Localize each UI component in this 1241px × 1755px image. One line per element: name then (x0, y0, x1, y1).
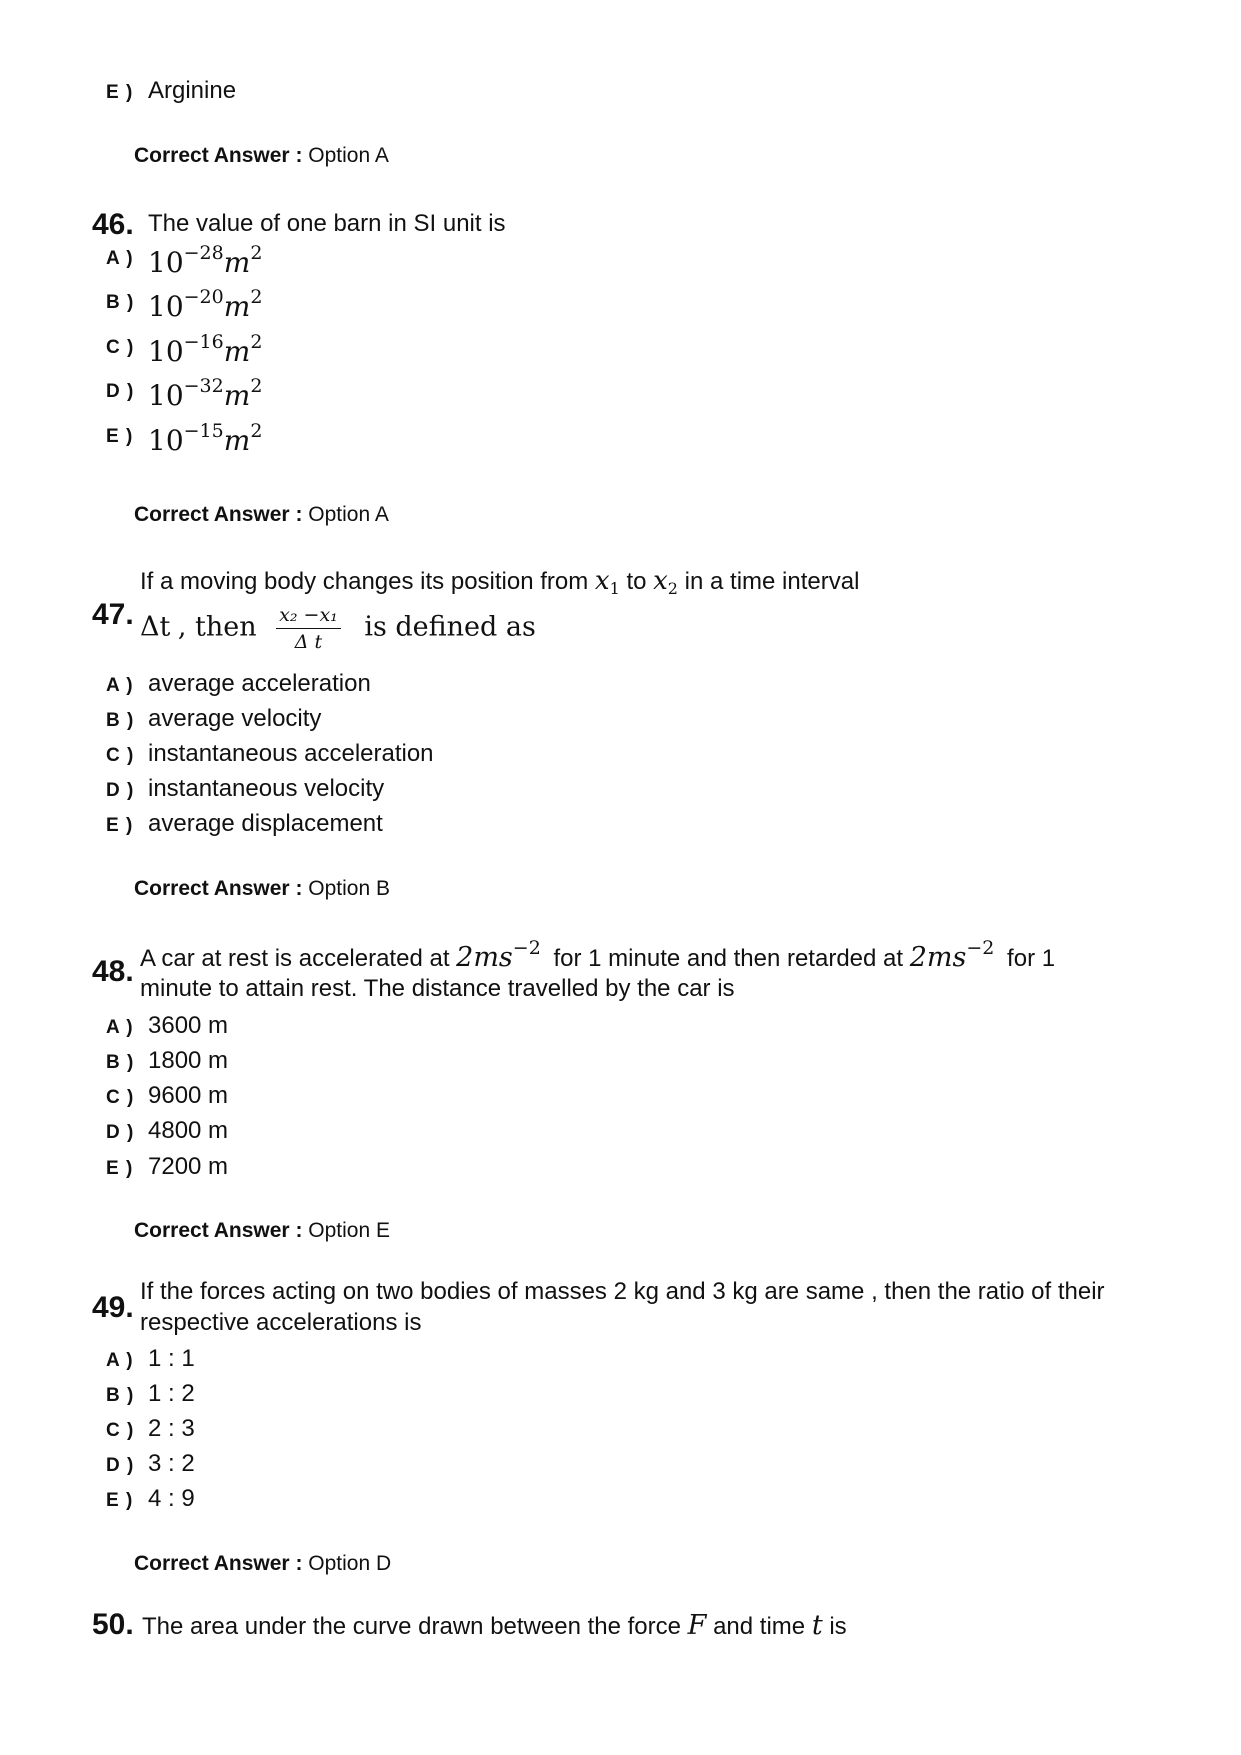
option-math (148, 242, 263, 279)
math-subscript: 2 (667, 579, 678, 598)
math-unit-exponent: 2 (250, 242, 263, 264)
correct-answer-value: Option A (308, 144, 389, 167)
math-unit-exponent: 2 (250, 286, 263, 308)
math-exponent: −2 (512, 937, 541, 959)
option-row (106, 248, 134, 270)
math-unit-exponent: 2 (250, 375, 263, 397)
text-fragment: If a moving body changes its position from (140, 568, 589, 595)
math-base: 10 (148, 246, 184, 279)
option-text: 4 : 9 (148, 1485, 195, 1512)
question-text (142, 1610, 847, 1641)
text-fragment: to (626, 568, 647, 595)
option-row (106, 337, 134, 359)
math-base: 10 (148, 424, 184, 457)
math-unit: m (223, 379, 251, 412)
math-variable: x (594, 566, 610, 596)
text-fragment: and time (713, 1613, 806, 1640)
math-exponent: −2 (966, 937, 995, 959)
option-row (106, 381, 134, 403)
option-row (106, 292, 134, 314)
question-text-line2: respective accelerations is (140, 1309, 422, 1336)
option-math (148, 331, 263, 368)
text-fragment: is (829, 1613, 847, 1640)
correct-answer-value: Option A (308, 503, 389, 526)
text-fragment: , then (177, 611, 257, 643)
option-label: A ) (106, 675, 134, 696)
math-exponent: −28 (183, 242, 224, 264)
option-label: D ) (106, 1122, 135, 1143)
math-unit: m (223, 335, 251, 368)
fraction-denominator: Δ t (294, 631, 323, 653)
question-text-line2: minute to attain rest. The distance travelled by the car is (140, 975, 735, 1002)
math-variable: t (811, 1610, 823, 1641)
math-base: 10 (148, 290, 184, 323)
option-text: 3 : 2 (148, 1450, 195, 1477)
math-base: 10 (148, 379, 184, 412)
option-math (148, 375, 263, 412)
option-label: E ) (106, 82, 134, 103)
option-text: 2 : 3 (148, 1415, 195, 1442)
correct-answer (134, 144, 389, 168)
option-label: E ) (106, 1490, 134, 1511)
question-number: 49. (92, 1291, 134, 1324)
question-text-line2 (140, 604, 536, 653)
math-unit: m (223, 424, 251, 457)
correct-answer (134, 1552, 391, 1576)
option-label: A ) (106, 1350, 134, 1371)
math-exponent: −16 (183, 331, 224, 353)
math-delta-t: Δt (140, 611, 171, 643)
text-fragment: in a time interval (684, 568, 860, 595)
option-label: D ) (106, 780, 135, 801)
math-variable: x (653, 566, 668, 596)
option-label: B ) (106, 292, 135, 313)
math-acceleration: 2ms (909, 942, 967, 973)
option-text: Arginine (148, 77, 237, 104)
question-number: 47. (92, 598, 134, 631)
option-label: B ) (106, 1052, 135, 1073)
option-text: average velocity (148, 705, 322, 732)
option-text: 7200 m (148, 1153, 229, 1180)
question-text-line1 (140, 566, 859, 596)
text-fragment: for 1 minute and then retarded at (553, 945, 904, 972)
math-unit: m (223, 290, 251, 323)
correct-answer (134, 877, 390, 901)
option-label: C ) (106, 745, 135, 766)
option-text: instantaneous velocity (148, 775, 385, 802)
correct-answer (134, 503, 389, 527)
math-exponent: −15 (183, 420, 224, 442)
math-variable: F (687, 1610, 707, 1641)
text-fragment: for 1 (1007, 945, 1056, 972)
correct-answer-label: Correct Answer : (134, 1552, 303, 1575)
option-label: C ) (106, 1087, 135, 1108)
question-number: 48. (92, 955, 134, 988)
correct-answer-label: Correct Answer : (134, 144, 303, 167)
correct-answer (134, 1219, 390, 1243)
math-exponent: −32 (183, 375, 224, 397)
option-text: average acceleration (148, 670, 371, 697)
option-text: 9600 m (148, 1082, 229, 1109)
option-text: 4800 m (148, 1117, 229, 1144)
question-number: 50. (92, 1608, 134, 1641)
fraction-numerator: x₂ −x₁ (276, 604, 341, 629)
correct-answer-label: Correct Answer : (134, 503, 303, 526)
option-text: 1 : 2 (148, 1380, 195, 1407)
math-subscript: 1 (609, 579, 620, 598)
correct-answer-label: Correct Answer : (134, 1219, 303, 1242)
option-label: D ) (106, 381, 135, 402)
option-text: 3600 m (148, 1012, 229, 1039)
option-label: A ) (106, 1017, 134, 1038)
correct-answer-value: Option D (308, 1552, 392, 1575)
fraction (276, 604, 341, 653)
option-label: C ) (106, 337, 135, 358)
option-text: average displacement (148, 810, 383, 837)
question-text-line1: If the forces acting on two bodies of masses 2 kg and 3 kg are same , then the ratio of their (140, 1278, 1105, 1305)
text-fragment: A car at rest is accelerated at (140, 945, 450, 972)
option-label: B ) (106, 1385, 135, 1406)
option-text: instantaneous acceleration (148, 740, 434, 767)
option-text: 1 : 1 (148, 1345, 195, 1372)
option-label: A ) (106, 248, 134, 269)
text-fragment: is defined as (364, 611, 536, 643)
correct-answer-label: Correct Answer : (134, 877, 303, 900)
option-label: E ) (106, 426, 134, 447)
option-label: D ) (106, 1455, 135, 1476)
option-label: E ) (106, 1158, 134, 1179)
option-label: C ) (106, 1420, 135, 1441)
question-text: The value of one barn in SI unit is (148, 210, 506, 237)
text-fragment: The area under the curve drawn between the force (142, 1613, 681, 1640)
option-label: E ) (106, 815, 134, 836)
correct-answer-value: Option E (308, 1219, 390, 1242)
question-number: 46. (92, 208, 134, 241)
option-row (106, 426, 133, 448)
math-acceleration: 2ms (456, 942, 513, 973)
option-text: 1800 m (148, 1047, 229, 1074)
option-math (148, 286, 263, 323)
math-exponent: −20 (183, 286, 224, 308)
question-text-line1 (140, 937, 1056, 973)
correct-answer-value: Option B (308, 877, 390, 900)
math-unit: m (223, 246, 251, 279)
math-unit-exponent: 2 (250, 331, 263, 353)
math-unit-exponent: 2 (250, 420, 263, 442)
math-base: 10 (148, 335, 184, 368)
option-math (148, 420, 263, 457)
option-label: B ) (106, 710, 135, 731)
